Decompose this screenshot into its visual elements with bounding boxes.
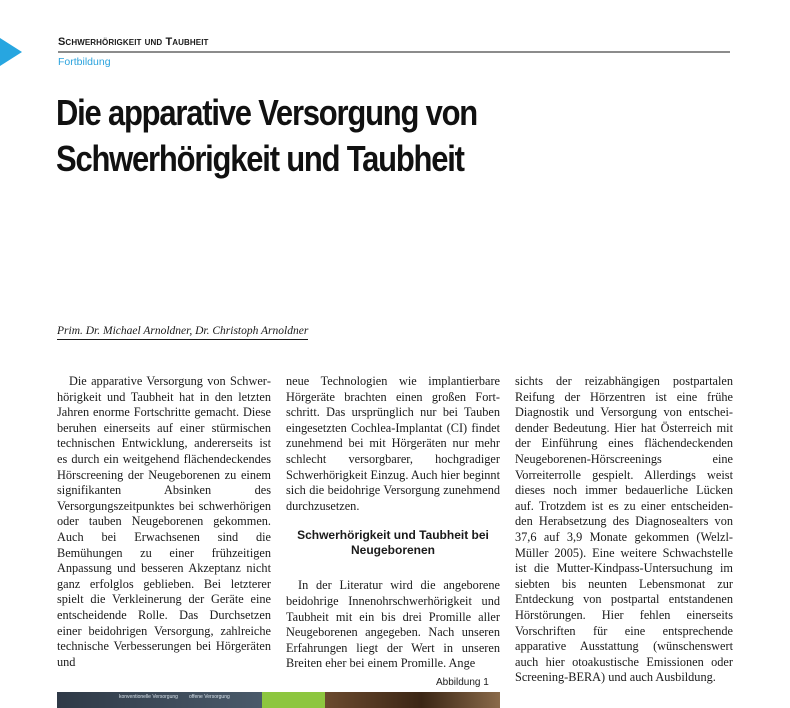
article-authors: Prim. Dr. Michael Arnoldner, Dr. Christoph Arnoldner	[57, 325, 308, 340]
paragraph-continued: neue Technologien wie implantierbare Hörgeräte brachten einen großen Fortschritt. Das ursprünglich nur bei Tauben eingesetzten Cochlea-Implantat (CI) findet zunehmend bei mit Hörgeräten nur mehr schlecht versorgbarer, hochgradiger Schwerhörigkeit Einzug. Auch hier beginnt sich die beidohrige Versorgung zunehmend durchzusetzen.	[286, 374, 500, 513]
figure-panel-left	[57, 692, 262, 708]
text-column-1	[57, 374, 271, 670]
article-title	[56, 90, 641, 182]
paragraph-screening: sichts der reizabhängigen postpartalen Reifung der Hörzentren ist eine frühe Diagnostik und Versorgung von entscheidender Bedeutung. Hier hat Österreich mit der Einführung eines flächendeckenden Neugeborenen-Hörscreenings eine Vorreiterrolle gespielt. Allerdings weist dieses noch immer bedauerliche Lücken auf. Trotzdem ist es zu einer entscheidenden Herabsetzung des Diagnosealters von 37,6 auf 3,9 Monate gekommen (Welzl-Müller 2005). Eine weitere Schwachstelle ist die Mutter-Kindpass-Untersuchung im siebten bis neunten Lebensmonat zur Entdeckung von postpartal entstandenen Hörstörungen. Hier fehlen einerseits Vorschriften für eine entsprechende apparative Ausstattung (wünschenswert auch hier otoakustische Emissionen oder Screening-BERA) und auch Ausbildung.	[515, 374, 733, 685]
section-arrow-icon	[0, 38, 22, 66]
paragraph-newborns: In der Literatur wird die angeborene beidohrige Innenohrschwerhörigkeit und Taubheit mit ein bis drei Promille aller Neugeborenen angegeben. Nach unseren Erfahrungen liegt der Wert in unseren Breiten eher bei einem Promille. Ange	[286, 578, 500, 671]
text-column-2	[286, 374, 500, 672]
figure-caption-right: offene Versorgung	[189, 694, 230, 700]
title-line-2: Schwerhörigkeit und Taubheit	[56, 138, 464, 179]
section-header: Schwerhörigkeit und Taubheit	[58, 36, 209, 48]
figure-image	[57, 692, 500, 708]
section-subheader: Fortbildung	[58, 56, 111, 68]
figure-label: Abbildung 1	[436, 677, 489, 688]
subheading-newborns: Schwerhörigkeit und Taubheit bei Neugeborenen	[297, 528, 489, 558]
text-column-3	[515, 374, 733, 686]
figure-panel-green	[262, 692, 325, 708]
paragraph-intro: Die apparative Versorgung von Schwerhörigkeit und Taubheit hat in den letzten Jahren enorme Fortschritte gemacht. Diese beruhen einerseits auf einer stürmischen technischen Entwicklung, andererseits ist es durch ein weitgehend flächendeckendes Hörscreening der Neugeborenen zu einem signifikanten Absinken des Versorgungszeitpunktes bei schwerhörigen oder tauben Neugeborenen gekommen. Auch bei Erwachsenen sind die Bemühungen zu einer frühzeitigen Anpassung und besseren Akzeptanz nicht ganz erfolglos geblieben. Bei letzterer spielt die Verkleinerung der Geräte eine entscheidende Rolle. Das Durchsetzen einer beidohrigen Versorgung, zahlreiche technische Verbesserungen bei Hörgeräten und	[57, 374, 271, 669]
figure-caption-left: konventionelle Versorgung	[119, 694, 178, 700]
header-divider	[58, 51, 730, 53]
figure-panel-photo	[325, 692, 500, 708]
title-line-1: Die apparative Versorgung von	[56, 92, 478, 133]
